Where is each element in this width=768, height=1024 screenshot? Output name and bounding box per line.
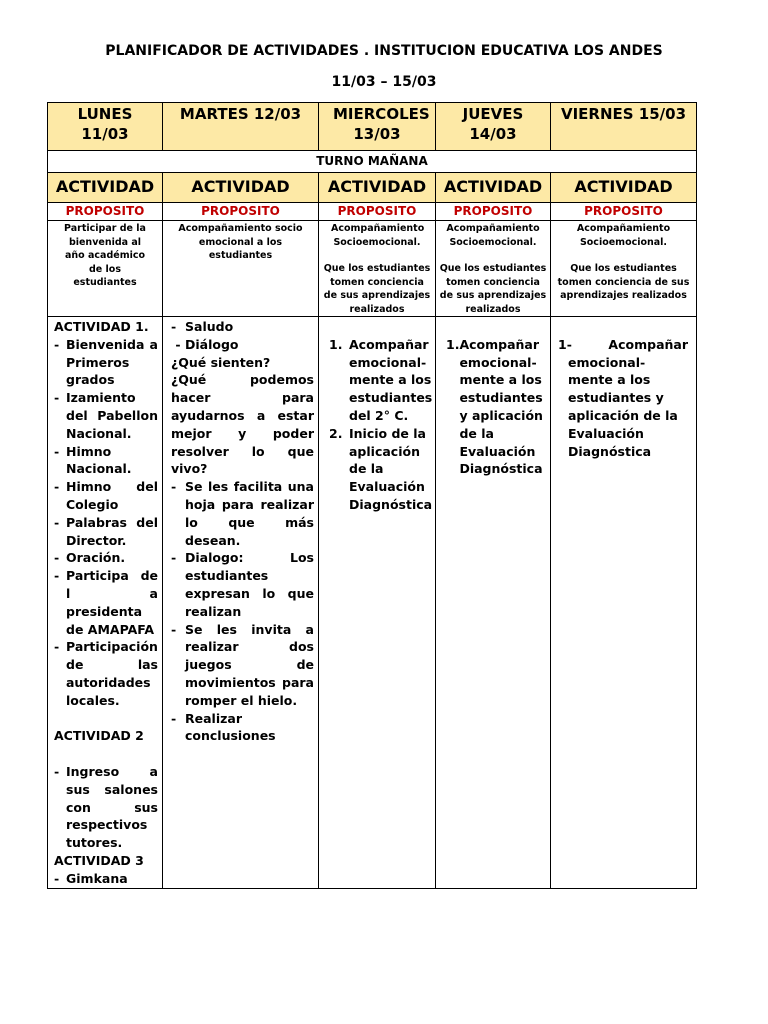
- purpose-thursday: Acompañamiento Socioemocional. Que los estudiantes tomen conciencia de sus aprendizajes realizados: [436, 221, 551, 317]
- date-range: 11/03 – 15/03: [331, 74, 437, 90]
- list-item: - Gimkana: [54, 870, 128, 886]
- activities-body-row: [48, 317, 697, 889]
- activity-3-title: ACTIVIDAD 3: [54, 852, 144, 868]
- list-item: - Se les facilita una hoja para realizar lo que más desean.: [171, 479, 314, 548]
- day-wednesday: MIERCOLES 13/03: [319, 103, 436, 151]
- friday-item-text: emocional-mente a los estudiantes y aplicación de la Evaluación Diagnóstica: [568, 354, 678, 459]
- shift-row: [48, 151, 697, 173]
- activities-thursday: [436, 317, 551, 889]
- list-item: - Ingreso a sus salones con sus respectivos tutores.: [54, 763, 158, 851]
- activity-label: ACTIVIDAD: [163, 173, 319, 203]
- purpose-tuesday: Acompañamiento socio emocional a los estudiantes: [163, 221, 319, 317]
- purpose-monday: Participar de la bienvenida al año académico de los estudiantes: [48, 221, 163, 317]
- activity-1-title: ACTIVIDAD 1.: [54, 319, 149, 334]
- list-item: - Se les invita a realizar dos juegos de movimientos para romper el hielo.: [171, 621, 314, 708]
- list-item: - Oración.: [54, 550, 126, 566]
- activity-label: ACTIVIDAD: [551, 173, 697, 203]
- purpose-label-row: [48, 203, 697, 221]
- list-item: - Himno del Colegio: [54, 479, 158, 512]
- activity-label-row: [48, 173, 697, 203]
- question-1: ¿Qué sienten?: [171, 354, 271, 370]
- list-item: - Participación de las autoridades locales.: [54, 639, 158, 708]
- activity-label: ACTIVIDAD: [48, 173, 163, 203]
- list-item: - Dialogo: Los estudiantes expresan lo que realizan: [171, 550, 314, 619]
- purpose-wednesday: Acompañamiento Socioemocional. Que los estudiantes tomen conciencia de sus aprendizajes realizados: [319, 221, 436, 317]
- day-thursday: JUEVES 14/03: [436, 103, 551, 151]
- list-item: - Realizar conclusiones: [171, 710, 276, 744]
- days-header-row: [48, 103, 697, 151]
- list-item: - Participa de l a presidenta de AMAPAFA: [54, 568, 158, 637]
- document-title: PLANIFICADOR DE ACTIVIDADES . INSTITUCION EDUCATIVA LOS ANDES: [105, 43, 663, 59]
- list-item: - Himno Nacional.: [54, 443, 132, 477]
- activities-monday: [48, 317, 163, 889]
- list-item: - Bienvenida a Primeros grados: [54, 336, 158, 388]
- purpose-label: PROPOSITO: [551, 203, 697, 221]
- question-2: ¿Qué podemos hacer para ayudarnos a estar mejor y poder resolver lo que vivo?: [171, 372, 314, 477]
- purpose-friday: Acompañamiento Socioemocional. Que los estudiantes tomen conciencia de sus aprendizajes realizados: [551, 221, 697, 317]
- numbered-item: 1- Acompañar: [558, 336, 688, 352]
- day-friday: VIERNES 15/03: [551, 103, 697, 151]
- numbered-item: 1. Acompañar emocional-mente a los estudiantes y aplicación de la Evaluación Diagnóstica: [446, 336, 543, 477]
- shift-label: TURNO MAÑANA: [48, 151, 697, 173]
- purpose-label: PROPOSITO: [319, 203, 436, 221]
- numbered-item: 1. Acompañar emocional-mente a los estudiantes del 2° C.: [329, 336, 433, 423]
- day-tuesday: MARTES 12/03: [163, 103, 319, 151]
- day-monday: LUNES 11/03: [48, 103, 163, 151]
- activity-label: ACTIVIDAD: [436, 173, 551, 203]
- list-item: - Saludo: [171, 319, 234, 334]
- activity-2-title: ACTIVIDAD 2: [54, 728, 144, 744]
- numbered-item: 2. Inicio de la aplicación de la Evaluación Diagnóstica: [329, 425, 433, 512]
- activities-friday: [551, 317, 697, 889]
- activity-label: ACTIVIDAD: [319, 173, 436, 203]
- purpose-label: PROPOSITO: [163, 203, 319, 221]
- list-item: - Palabras del Director.: [54, 514, 158, 548]
- purpose-label: PROPOSITO: [436, 203, 551, 221]
- purpose-label: PROPOSITO: [48, 203, 163, 221]
- list-item: - Izamiento del Pabellon Nacional.: [54, 390, 158, 441]
- activities-wednesday: [319, 317, 436, 889]
- list-item: - Diálogo: [171, 336, 239, 352]
- purpose-description-row: [48, 221, 697, 317]
- activities-tuesday: [163, 317, 319, 889]
- activity-planner-table: [47, 102, 697, 889]
